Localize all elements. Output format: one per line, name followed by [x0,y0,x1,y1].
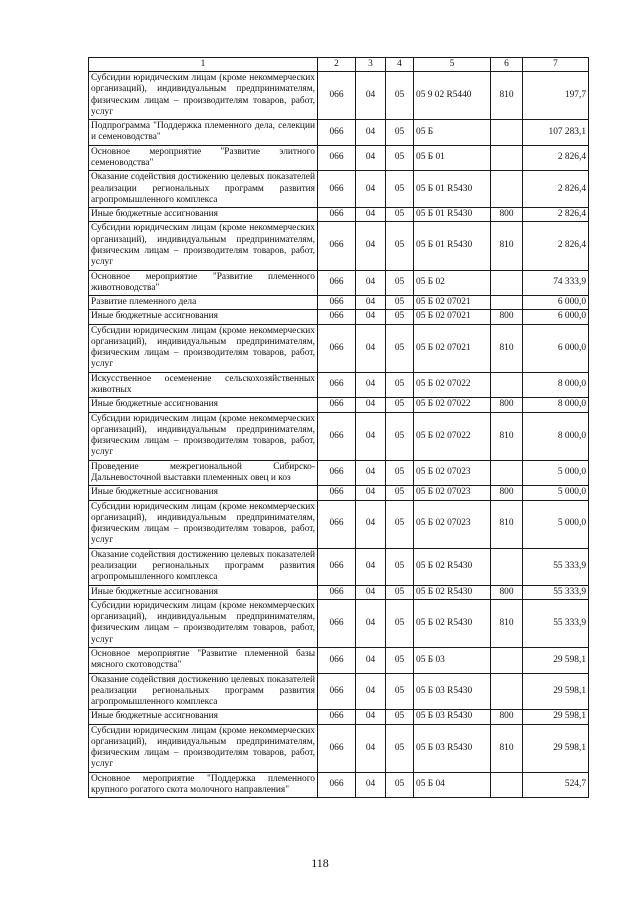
cell-name: Субсидии юридическим лицам (кроме некоммерческих организаций), индивидуальным предпринимателям, физическим лицам – производителям товаров, работ, услуг [89,724,318,772]
cell-subsection: 05 [386,585,414,599]
cell-grbs: 066 [318,208,356,222]
cell-grbs: 066 [318,673,356,710]
cell-section: 04 [356,673,386,710]
table-row [89,548,589,585]
cell-subsection: 05 [386,647,414,673]
cell-amount: 2 826,4 [523,208,589,222]
cell-subsection: 05 [386,372,414,398]
budget-table [88,57,589,798]
cell-grbs: 066 [318,270,356,296]
cell-grbs: 066 [318,599,356,647]
cell-subsection: 05 [386,460,414,486]
cell-target-article: 05 Б 02 [414,270,491,296]
cell-name: Искусственное осеменение сельскохозяйственных животных [89,372,318,398]
cell-amount: 6 000,0 [523,310,589,324]
table-row [89,372,589,398]
cell-grbs: 066 [318,310,356,324]
cell-subsection: 05 [386,171,414,208]
cell-section: 04 [356,296,386,310]
table-row [89,710,589,724]
cell-subsection: 05 [386,324,414,372]
cell-expense-type [491,296,523,310]
cell-grbs: 066 [318,296,356,310]
cell-name: Основное мероприятие "Развитие племенного животноводства" [89,270,318,296]
cell-grbs: 066 [318,120,356,146]
table-row [89,772,589,798]
cell-section: 04 [356,772,386,798]
cell-section: 04 [356,222,386,270]
cell-amount: 74 333,9 [523,270,589,296]
cell-amount: 8 000,0 [523,372,589,398]
cell-target-article: 05 Б 02 07022 [414,412,491,460]
table-row [89,171,589,208]
cell-amount: 29 598,1 [523,673,589,710]
page-number: 118 [311,856,329,870]
cell-expense-type [491,171,523,208]
cell-grbs: 066 [318,171,356,208]
table-row [89,324,589,372]
cell-grbs: 066 [318,647,356,673]
cell-target-article: 05 Б 01 R5430 [414,171,491,208]
cell-section: 04 [356,398,386,412]
cell-subsection: 05 [386,310,414,324]
cell-target-article: 05 Б 02 07022 [414,398,491,412]
cell-amount: 29 598,1 [523,647,589,673]
cell-grbs: 066 [318,145,356,171]
cell-section: 04 [356,120,386,146]
table-row [89,208,589,222]
cell-expense-type [491,145,523,171]
cell-subsection: 05 [386,772,414,798]
cell-subsection: 05 [386,296,414,310]
column-header: 5 [414,58,491,72]
cell-grbs: 066 [318,412,356,460]
cell-expense-type [491,673,523,710]
table-row [89,724,589,772]
cell-expense-type [491,772,523,798]
cell-expense-type: 800 [491,710,523,724]
cell-amount: 6 000,0 [523,324,589,372]
cell-grbs: 066 [318,372,356,398]
cell-target-article: 05 Б 02 R5430 [414,585,491,599]
cell-section: 04 [356,460,386,486]
cell-section: 04 [356,145,386,171]
cell-expense-type [491,460,523,486]
cell-target-article: 05 Б 03 [414,647,491,673]
cell-subsection: 05 [386,208,414,222]
cell-subsection: 05 [386,500,414,548]
cell-name: Иные бюджетные ассигнования [89,398,318,412]
cell-subsection: 05 [386,412,414,460]
cell-section: 04 [356,647,386,673]
table-row [89,398,589,412]
cell-expense-type: 800 [491,398,523,412]
cell-target-article: 05 Б [414,120,491,146]
cell-name: Оказание содействия достижению целевых показателей реализации региональных программ развития агропромышленного комплекса [89,171,318,208]
cell-name: Иные бюджетные ассигнования [89,486,318,500]
cell-amount: 5 000,0 [523,460,589,486]
table-row [89,460,589,486]
cell-expense-type: 810 [491,500,523,548]
cell-amount: 2 826,4 [523,145,589,171]
cell-expense-type: 800 [491,486,523,500]
cell-amount: 524,7 [523,772,589,798]
cell-target-article: 05 Б 02 07022 [414,372,491,398]
cell-grbs: 066 [318,772,356,798]
table-row [89,500,589,548]
table-row [89,412,589,460]
cell-section: 04 [356,548,386,585]
cell-grbs: 066 [318,222,356,270]
cell-subsection: 05 [386,145,414,171]
cell-subsection: 05 [386,120,414,146]
cell-subsection: 05 [386,398,414,412]
cell-grbs: 066 [318,585,356,599]
column-header: 4 [386,58,414,72]
cell-amount: 2 826,4 [523,222,589,270]
cell-name: Проведение межрегиональной Сибирско-Дальневосточной выставки племенных овец и коз [89,460,318,486]
cell-amount: 5 000,0 [523,486,589,500]
cell-target-article: 05 Б 03 R5430 [414,710,491,724]
cell-amount: 6 000,0 [523,296,589,310]
cell-section: 04 [356,599,386,647]
column-header: 2 [318,58,356,72]
cell-section: 04 [356,72,386,120]
cell-expense-type [491,548,523,585]
cell-name: Субсидии юридическим лицам (кроме некоммерческих организаций), индивидуальным предпринимателям, физическим лицам – производителям товаров, работ, услуг [89,599,318,647]
cell-subsection: 05 [386,222,414,270]
cell-target-article: 05 Б 02 07023 [414,486,491,500]
header-row [89,58,589,72]
cell-amount: 2 826,4 [523,171,589,208]
table-row [89,222,589,270]
column-header: 6 [491,58,523,72]
cell-name: Субсидии юридическим лицам (кроме некоммерческих организаций), индивидуальным предпринимателям, физическим лицам – производителям товаров, работ, услуг [89,222,318,270]
table-row [89,120,589,146]
cell-name: Иные бюджетные ассигнования [89,208,318,222]
cell-amount: 8 000,0 [523,412,589,460]
cell-expense-type: 810 [491,324,523,372]
cell-section: 04 [356,372,386,398]
table-row [89,673,589,710]
cell-target-article: 05 Б 03 R5430 [414,673,491,710]
cell-name: Основное мероприятие "Развитие элитного семеноводства" [89,145,318,171]
cell-grbs: 066 [318,710,356,724]
cell-target-article: 05 Б 01 R5430 [414,222,491,270]
cell-amount: 29 598,1 [523,710,589,724]
cell-name: Основное мероприятие "Поддержка племенного крупного рогатого скота молочного направления" [89,772,318,798]
cell-target-article: 05 Б 02 07023 [414,500,491,548]
cell-subsection: 05 [386,710,414,724]
column-header: 7 [523,58,589,72]
cell-grbs: 066 [318,72,356,120]
cell-name: Подпрограмма "Поддержка племенного дела, селекции и семеноводства" [89,120,318,146]
cell-name: Субсидии юридическим лицам (кроме некоммерческих организаций), индивидуальным предпринимателям, физическим лицам – производителям товаров, работ, услуг [89,412,318,460]
cell-section: 04 [356,412,386,460]
cell-section: 04 [356,486,386,500]
cell-name: Субсидии юридическим лицам (кроме некоммерческих организаций), индивидуальным предпринимателям, физическим лицам – производителям товаров, работ, услуг [89,324,318,372]
table-row [89,486,589,500]
cell-section: 04 [356,270,386,296]
cell-name: Иные бюджетные ассигнования [89,585,318,599]
cell-expense-type [491,270,523,296]
cell-subsection: 05 [386,270,414,296]
cell-amount: 29 598,1 [523,724,589,772]
column-header: 1 [89,58,318,72]
cell-expense-type [491,647,523,673]
cell-grbs: 066 [318,724,356,772]
column-header: 3 [356,58,386,72]
cell-amount: 8 000,0 [523,398,589,412]
table-row [89,145,589,171]
cell-expense-type: 810 [491,599,523,647]
table-row [89,310,589,324]
cell-grbs: 066 [318,548,356,585]
cell-name: Оказание содействия достижению целевых показателей реализации региональных программ развития агропромышленного комплекса [89,673,318,710]
cell-expense-type: 810 [491,72,523,120]
cell-target-article: 05 9 02 R5440 [414,72,491,120]
cell-amount: 107 283,1 [523,120,589,146]
cell-section: 04 [356,310,386,324]
cell-amount: 197,7 [523,72,589,120]
cell-name: Оказание содействия достижению целевых показателей реализации региональных программ развития агропромышленного комплекса [89,548,318,585]
table-row [89,599,589,647]
cell-name: Иные бюджетные ассигнования [89,710,318,724]
cell-expense-type [491,372,523,398]
cell-expense-type: 810 [491,412,523,460]
cell-name: Развитие племенного дела [89,296,318,310]
cell-name: Иные бюджетные ассигнования [89,310,318,324]
cell-name: Субсидии юридическим лицам (кроме некоммерческих организаций), индивидуальным предпринимателям, физическим лицам – производителям товаров, работ, услуг [89,500,318,548]
cell-amount: 55 333,9 [523,585,589,599]
cell-subsection: 05 [386,724,414,772]
cell-target-article: 05 Б 02 R5430 [414,599,491,647]
cell-section: 04 [356,724,386,772]
cell-expense-type: 800 [491,585,523,599]
table-row [89,585,589,599]
cell-target-article: 05 Б 02 07023 [414,460,491,486]
cell-grbs: 066 [318,324,356,372]
cell-expense-type: 800 [491,208,523,222]
cell-expense-type: 810 [491,222,523,270]
cell-target-article: 05 Б 02 07021 [414,310,491,324]
cell-subsection: 05 [386,72,414,120]
cell-amount: 5 000,0 [523,500,589,548]
table-row [89,296,589,310]
cell-section: 04 [356,171,386,208]
cell-expense-type: 810 [491,724,523,772]
cell-grbs: 066 [318,486,356,500]
cell-target-article: 05 Б 02 07021 [414,296,491,310]
cell-expense-type [491,120,523,146]
cell-amount: 55 333,9 [523,548,589,585]
cell-target-article: 05 Б 01 [414,145,491,171]
table-row [89,72,589,120]
cell-grbs: 066 [318,398,356,412]
cell-grbs: 066 [318,500,356,548]
table-row [89,647,589,673]
cell-name: Субсидии юридическим лицам (кроме некоммерческих организаций), индивидуальным предпринимателям, физическим лицам – производителям товаров, работ, услуг [89,72,318,120]
cell-subsection: 05 [386,673,414,710]
cell-target-article: 05 Б 03 R5430 [414,724,491,772]
cell-name: Основное мероприятие "Развитие племенной базы мясного скотоводства" [89,647,318,673]
cell-target-article: 05 Б 02 07021 [414,324,491,372]
cell-grbs: 066 [318,460,356,486]
cell-section: 04 [356,585,386,599]
cell-subsection: 05 [386,599,414,647]
cell-section: 04 [356,500,386,548]
cell-target-article: 05 Б 01 R5430 [414,208,491,222]
table-body [89,72,589,798]
cell-amount: 55 333,9 [523,599,589,647]
cell-target-article: 05 Б 04 [414,772,491,798]
cell-section: 04 [356,324,386,372]
cell-section: 04 [356,710,386,724]
table-row [89,270,589,296]
cell-target-article: 05 Б 02 R5430 [414,548,491,585]
cell-section: 04 [356,208,386,222]
cell-expense-type: 800 [491,310,523,324]
cell-subsection: 05 [386,486,414,500]
cell-subsection: 05 [386,548,414,585]
